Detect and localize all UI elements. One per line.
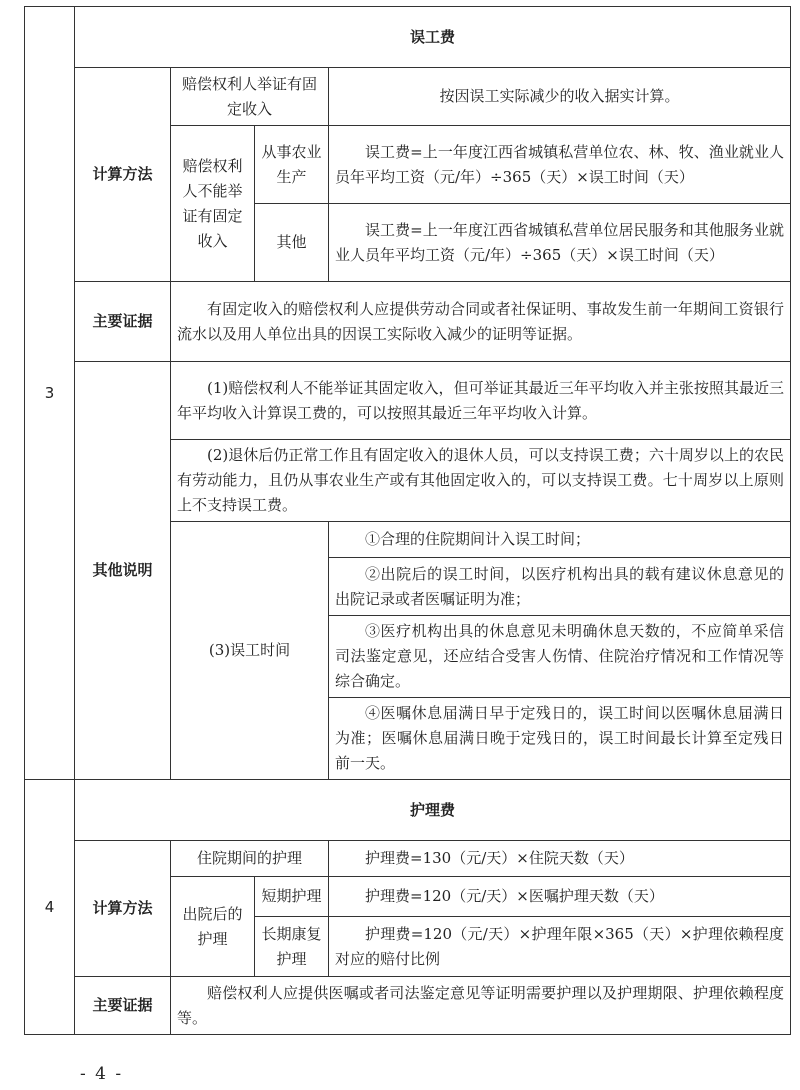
farm-label: 从事农业生产 xyxy=(255,126,329,204)
note-3-item: ④医嘱休息届满日早于定残日的，误工时间以医嘱休息届满日为准；医嘱休息届满日晚于定残日的，误工时间最长计算至定残日前一天。 xyxy=(329,698,791,780)
section-3-title-row xyxy=(25,7,791,68)
section-4-number: 4 xyxy=(25,780,75,1035)
other-label: 其他 xyxy=(255,204,329,282)
table-row xyxy=(25,282,791,362)
section-3-title: 误工费 xyxy=(75,7,791,68)
table-row xyxy=(25,362,791,440)
section-3-number: 3 xyxy=(25,7,75,780)
hospital-care-label: 住院期间的护理 xyxy=(171,841,329,877)
note-2: (2)退休后仍正常工作且有固定收入的退休人员，可以支持误工费；六十周岁以上的农民有劳动能力，且仍从事农业生产或有其他固定收入的，可以支持误工费。七十周岁以上原则上不支持误工费。 xyxy=(171,440,791,522)
section-4-calc-label: 计算方法 xyxy=(75,841,171,977)
other-formula: 误工费=上一年度江西省城镇私营单位居民服务和其他服务业就业人员年平均工资（元/年）÷365（天）×误工时间（天） xyxy=(329,204,791,282)
short-care-formula: 护理费=120（元/天）×医嘱护理天数（天） xyxy=(329,877,791,917)
after-discharge-label: 出院后的护理 xyxy=(171,877,255,977)
note-1: (1)赔偿权利人不能举证其固定收入，但可举证其最近三年平均收入并主张按照其最近三年平均收入计算误工费的，可以按照其最近三年平均收入计算。 xyxy=(171,362,791,440)
table-row xyxy=(25,68,791,126)
note-3-label: (3)误工时间 xyxy=(171,522,329,780)
table-row xyxy=(25,841,791,877)
table-row xyxy=(25,977,791,1035)
note-3-item: ①合理的住院期间计入误工时间； xyxy=(329,522,791,558)
nonfixed-income-label: 赔偿权利人不能举证有固定收入 xyxy=(171,126,255,282)
long-care-formula: 护理费=120（元/天）×护理年限×365（天）×护理依赖程度对应的赔付比例 xyxy=(329,917,791,977)
short-care-label: 短期护理 xyxy=(255,877,329,917)
section-3-notes-label: 其他说明 xyxy=(75,362,171,780)
note-3-item: ③医疗机构出具的休息意见未明确休息天数的，不应简单采信司法鉴定意见，还应结合受害人伤情、住院治疗情况和工作情况等综合确定。 xyxy=(329,616,791,698)
long-care-label: 长期康复护理 xyxy=(255,917,329,977)
section-4-title-row xyxy=(25,780,791,841)
section-3-calc-label: 计算方法 xyxy=(75,68,171,282)
farm-formula: 误工费=上一年度江西省城镇私营单位农、林、牧、渔业就业人员年平均工资（元/年）÷365（天）×误工时间（天） xyxy=(329,126,791,204)
fixed-income-label: 赔偿权利人举证有固定收入 xyxy=(171,68,329,126)
page-number: - 4 - xyxy=(80,1064,124,1084)
section-4-evidence-text: 赔偿权利人应提供医嘱或者司法鉴定意见等证明需要护理以及护理期限、护理依赖程度等。 xyxy=(171,977,791,1035)
section-3-evidence-text: 有固定收入的赔偿权利人应提供劳动合同或者社保证明、事故发生前一年期间工资银行流水以及用人单位出具的因误工实际收入减少的证明等证据。 xyxy=(171,282,791,362)
fixed-income-text: 按因误工实际减少的收入据实计算。 xyxy=(329,68,791,126)
note-3-item: ②出院后的误工时间，以医疗机构出具的载有建议休息意见的出院记录或者医嘱证明为准； xyxy=(329,558,791,616)
section-3-evidence-label: 主要证据 xyxy=(75,282,171,362)
compensation-table xyxy=(24,6,791,1035)
section-4-evidence-label: 主要证据 xyxy=(75,977,171,1035)
section-4-title: 护理费 xyxy=(75,780,791,841)
hospital-care-formula: 护理费=130（元/天）×住院天数（天） xyxy=(329,841,791,877)
